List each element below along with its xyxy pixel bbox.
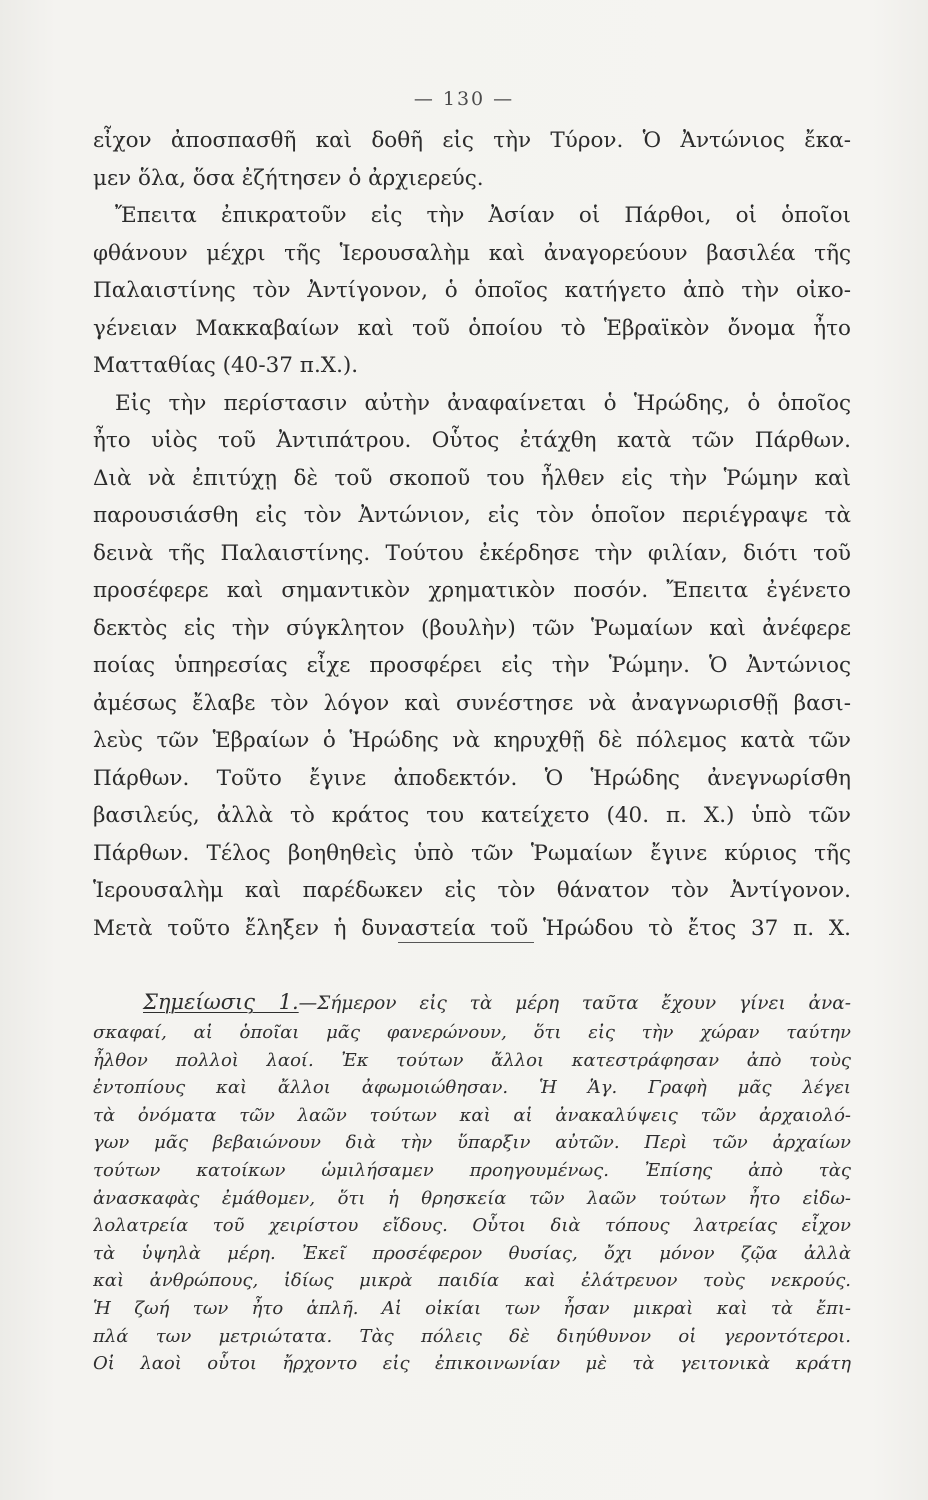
text-line: Εἰς τὴν περίστασιν αὐτὴν ἀναφαίνεται ὁ Ἡρώδης, ὁ ὁποῖος <box>115 390 851 416</box>
text-line: Ἱερουσαλὴμ καὶ παρέδωκεν εἰς τὸν θάνατον τὸν Ἀντίγονον. <box>93 878 851 903</box>
text-line: ἀμέσως ἔλαβε τὸν λόγον καὶ συνέστησε νὰ ἀναγνωρισθῇ βασι- <box>93 690 851 716</box>
footnote-line: πλά των μετριώτατα. Τὰς πόλεις δὲ διηύθυνον οἱ γεροντότεροι. <box>93 1325 851 1347</box>
footnote-line: σκαφαί, αἱ ὁποῖαι μᾶς φανερώνουν, ὅτι εἰς τὴν χώραν ταύτην <box>93 1022 851 1043</box>
text-line: Μετὰ τοῦτο ἔληξεν ἡ δυναστεία τοῦ Ἡρώδου τὸ ἔτος 37 π. Χ. <box>93 915 851 941</box>
text-line: Παλαιστίνης τὸν Ἀντίγονον, ὁ ὁποῖος κατήγετο ἀπὸ τὴν οἰκο- <box>93 278 851 303</box>
footnote-heading: Σημείωσις 1. <box>143 990 299 1014</box>
text-line: Πάρθων. Τέλος βοηθηθεὶς ὑπὸ τῶν Ῥωμαίων ἔγινε κύριος τῆς <box>93 840 851 866</box>
footnote-line: τὰ ὀνόματα τῶν λαῶν τούτων καὶ αἱ ἀνακαλύψεις τῶν ἀρχαιολό- <box>93 1104 851 1126</box>
text-line: βασιλεύς, ἀλλὰ τὸ κράτος του κατείχετο (40. π. Χ.) ὑπὸ τῶν <box>93 803 851 828</box>
text-line: παρουσιάσθη εἰς τὸν Ἀντώνιον, εἰς τὸν ὁποῖον περιέγραψε τὰ <box>93 503 851 528</box>
text-line: μεν ὅλα, ὅσα ἐζήτησεν ὁ ἀρχιερεύς. <box>93 165 484 191</box>
footnote-line: Οἱ λαοὶ οὗτοι ἤρχοντο εἰς ἐπικοινωνίαν μὲ τὰ γειτονικὰ κράτη <box>93 1353 851 1375</box>
footnote-block <box>93 986 851 1378</box>
footnote-line: καὶ ἀνθρώπους, ἰδίως μικρὰ παιδία καὶ ἐλάτρευον τοὺς νεκρούς. <box>93 1270 851 1292</box>
footnote-line: ἐντοπίους καὶ ἄλλοι ἀφωμοιώθησαν. Ἡ Ἁγ. Γραφὴ μᾶς λέγει <box>93 1077 851 1099</box>
text-line: Πάρθων. Τοῦτο ἔγινε ἀποδεκτόν. Ὁ Ἡρώδης ἀνεγνωρίσθη <box>93 765 851 791</box>
text-line: ποίας ὑπηρεσίας εἶχε προσφέρει εἰς τὴν Ῥώμην. Ὁ Ἀντώνιος <box>93 653 851 678</box>
text-line: προσέφερε καὶ σημαντικὸν χρηματικὸν ποσόν. Ἔπειτα ἐγένετο <box>93 578 851 603</box>
text-line: φθάνουν μέχρι τῆς Ἱερουσαλὴμ καὶ ἀναγορεύουν βασιλέα τῆς <box>93 240 851 266</box>
footnote-first-line <box>93 986 851 1019</box>
text-line: εἶχον ἀποσπασθῆ καὶ δοθῆ εἰς τὴν Τύρον. Ὁ Ἀντώνιος ἔκα- <box>93 128 851 153</box>
footnote-line: τὰ ὑψηλὰ μέρη. Ἐκεῖ προσέφερον θυσίας, ὄχι μόνον ζῷα ἀλλὰ <box>93 1242 851 1264</box>
section-divider <box>398 942 534 943</box>
footnote-line: ἀνασκαφὰς ἐμάθομεν, ὅτι ἡ θρησκεία τῶν λαῶν τούτων ἦτο εἰδω- <box>93 1187 851 1209</box>
footnote-line: ἦλθον πολλοὶ λαοί. Ἐκ τούτων ἄλλοι κατεστράφησαν ἀπὸ τοὺς <box>93 1049 851 1071</box>
text-line: Ἔπειτα ἐπικρατοῦν εἰς τὴν Ἀσίαν οἱ Πάρθοι, οἱ ὁποῖοι <box>115 203 851 228</box>
footnote-line-text: —Σήμερον εἰς τὰ μέρη ταῦτα ἔχουν γίνει ἀνα- <box>298 993 851 1014</box>
text-line: Διὰ νὰ ἐπιτύχῃ δὲ τοῦ σκοποῦ του ἦλθεν εἰς τὴν Ῥώμην καὶ <box>93 465 851 491</box>
text-line: ἦτο υἱὸς τοῦ Ἀντιπάτρου. Οὗτος ἐτάχθη κατὰ τῶν Πάρθων. <box>93 428 851 453</box>
footnote-line: λολατρεία τοῦ χειρίστου εἴδους. Οὗτοι διὰ τόπους λατρείας εἶχον <box>93 1215 851 1237</box>
footnote-line: Ἡ ζωή των ἦτο ἁπλῆ. Αἱ οἰκίαι των ἦσαν μικραὶ καὶ τὰ ἔπι- <box>93 1297 851 1319</box>
footnote-line: τούτων κατοίκων ὡμιλήσαμεν προηγουμένως. Ἐπίσης ἀπὸ τὰς <box>93 1159 851 1181</box>
text-line: γένειαν Μακκαβαίων καὶ τοῦ ὁποίου τὸ Ἑβραϊκὸν ὄνομα ἦτο <box>93 315 851 341</box>
text-line: Ματταθίας (40-37 π.Χ.). <box>93 353 359 378</box>
text-line: δεκτὸς εἰς τὴν σύγκλητον (βουλὴν) τῶν Ῥωμαίων καὶ ἀνέφερε <box>93 615 851 641</box>
footnote-line: γων μᾶς βεβαιώνουν διὰ τὴν ὕπαρξιν αὐτῶν. Περὶ τῶν ἀρχαίων <box>93 1132 851 1154</box>
text-line: δεινὰ τῆς Παλαιστίνης. Τούτου ἐκέρδησε τὴν φιλίαν, διότι τοῦ <box>93 540 851 566</box>
main-text <box>93 122 851 947</box>
page-number: — 130 — <box>413 88 515 110</box>
text-line: λεὺς τῶν Ἑβραίων ὁ Ἡρώδης νὰ κηρυχθῇ δὲ πόλεμος κατὰ τῶν <box>93 728 851 753</box>
